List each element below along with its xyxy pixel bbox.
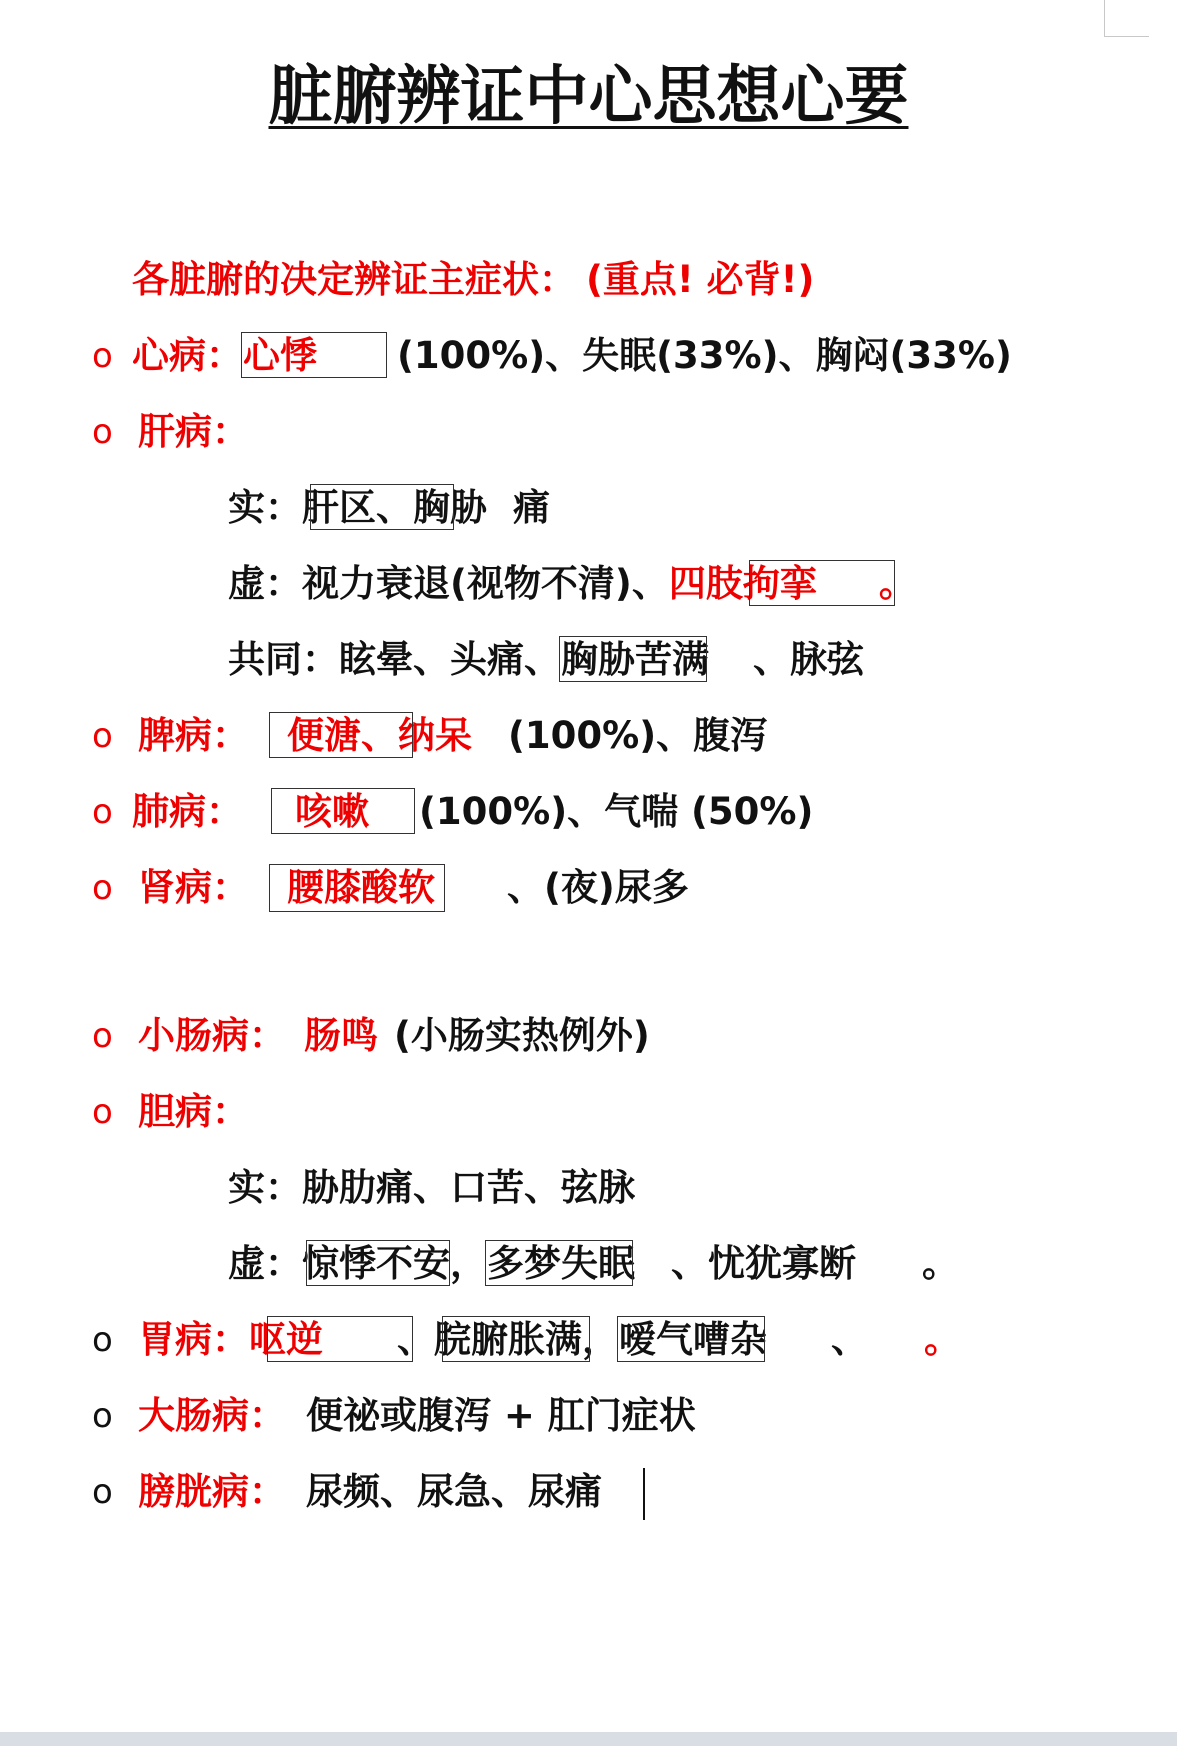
text-cursor bbox=[643, 1468, 645, 1520]
liver-shi-label: 实： bbox=[228, 486, 302, 529]
gallbladder-shi-text: 胁肋痛、口苦、弦脉 bbox=[302, 1166, 635, 1209]
bullet-spleen: o bbox=[92, 716, 113, 756]
stomach-key1: 呕逆 bbox=[249, 1316, 323, 1364]
liver-xu-end: 。 bbox=[878, 562, 916, 605]
gallbladder-line: 胆病： bbox=[138, 1090, 249, 1133]
bullet-heart: o bbox=[92, 336, 113, 376]
stomach-sep3: 、 bbox=[831, 1318, 868, 1361]
bullet-small-intestine: o bbox=[92, 1016, 113, 1056]
large-intestine-text: 便祕或腹泻 + 肛门症状 bbox=[306, 1394, 696, 1437]
gallbladder-shi-line bbox=[228, 1164, 635, 1212]
stomach-label: 胃病： bbox=[138, 1318, 249, 1361]
heart-label: 心病： bbox=[132, 334, 243, 377]
gallbladder-shi-label: 实： bbox=[228, 1166, 302, 1209]
gallbladder-xu-sep: ， bbox=[450, 1242, 487, 1285]
liver-common-line bbox=[228, 636, 864, 684]
liver-xu-text: 视力衰退(视物不清)、 bbox=[302, 562, 669, 605]
lung-rest: (100%)、气喘 (50%) bbox=[419, 790, 814, 833]
lung-key: 咳嗽 bbox=[295, 788, 369, 836]
bullet-bladder: o bbox=[92, 1472, 113, 1512]
gallbladder-xu-end: 。 bbox=[922, 1242, 959, 1285]
bottom-scroll-bar bbox=[0, 1732, 1177, 1746]
bladder-text: 尿频、尿急、尿痛 bbox=[306, 1470, 602, 1513]
liver-common-tail: 、脉弦 bbox=[753, 638, 864, 681]
kidney-rest: 、(夜)尿多 bbox=[507, 866, 689, 909]
liver-shi-key: 肝区、胸胁 bbox=[302, 486, 487, 529]
stomach-sep1: 、 bbox=[397, 1318, 434, 1361]
kidney-line bbox=[138, 864, 689, 912]
large-intestine-label: 大肠病： bbox=[138, 1394, 286, 1437]
stomach-key3: 嗳气嘈杂 bbox=[619, 1318, 767, 1361]
stomach-sep2: ， bbox=[582, 1318, 619, 1361]
intro-emphasis: (重点! 必背!) bbox=[586, 258, 815, 301]
liver-xu-key: 四肢拘挛 bbox=[669, 560, 817, 608]
gallbladder-xu-key1: 惊悸不安 bbox=[302, 1242, 450, 1285]
spleen-key: 便溏、纳呆 bbox=[287, 712, 472, 760]
bullet-kidney: o bbox=[92, 868, 113, 908]
kidney-label: 肾病： bbox=[138, 866, 249, 909]
spleen-rest: (100%)、腹泻 bbox=[508, 714, 768, 757]
bullet-large-intestine: o bbox=[92, 1396, 113, 1436]
gallbladder-xu-key2: 多梦失眠 bbox=[487, 1242, 635, 1285]
spleen-line bbox=[138, 712, 767, 760]
bladder-line bbox=[138, 1468, 602, 1516]
lung-label: 肺病： bbox=[132, 790, 243, 833]
gallbladder-xu-tail: 、忧犹寡断 bbox=[671, 1242, 856, 1285]
gallbladder-xu-line bbox=[228, 1240, 959, 1288]
liver-xu-line bbox=[228, 560, 916, 608]
small-intestine-label: 小肠病： bbox=[138, 1014, 286, 1057]
small-intestine-line bbox=[138, 1012, 650, 1060]
heart-key: 心悸 bbox=[243, 332, 317, 380]
liver-common-label: 共同： bbox=[228, 638, 339, 681]
bladder-label: 膀胱病： bbox=[138, 1470, 286, 1513]
bullet-gallbladder: o bbox=[92, 1092, 113, 1132]
lung-line bbox=[132, 788, 813, 836]
heart-line bbox=[132, 332, 1012, 380]
small-intestine-rest: (小肠实热例外) bbox=[394, 1014, 650, 1057]
title-text: 脏腑辨证中心思想心要 bbox=[268, 60, 909, 134]
liver-line: 肝病： bbox=[138, 410, 249, 453]
page-corner-mark bbox=[1104, 0, 1149, 37]
gallbladder-xu-label: 虚： bbox=[228, 1242, 302, 1285]
stomach-key2: 脘腑胀满 bbox=[434, 1316, 582, 1364]
liver-common-text: 眩晕、头痛、 bbox=[339, 638, 561, 681]
large-intestine-line bbox=[138, 1392, 696, 1440]
stomach-end: 。 bbox=[924, 1318, 961, 1361]
intro-text: 各脏腑的决定辨证主症状： bbox=[132, 258, 576, 301]
liver-shi-line bbox=[228, 484, 550, 532]
bullet-liver: o bbox=[92, 412, 113, 452]
heart-rest: (100%)、失眠(33%)、胸闷(33%) bbox=[397, 334, 1012, 377]
liver-common-key: 胸胁苦满 bbox=[561, 638, 709, 681]
spleen-label: 脾病： bbox=[138, 714, 249, 757]
bullet-stomach: o bbox=[92, 1320, 113, 1360]
kidney-key: 腰膝酸软 bbox=[287, 864, 435, 912]
page-title bbox=[0, 58, 1177, 136]
intro-line bbox=[132, 256, 814, 304]
small-intestine-key: 肠鸣 bbox=[304, 1014, 378, 1057]
liver-shi-tail: 痛 bbox=[513, 486, 550, 529]
stomach-line bbox=[138, 1316, 961, 1364]
liver-xu-label: 虚： bbox=[228, 562, 302, 605]
bullet-lung: o bbox=[92, 792, 113, 832]
